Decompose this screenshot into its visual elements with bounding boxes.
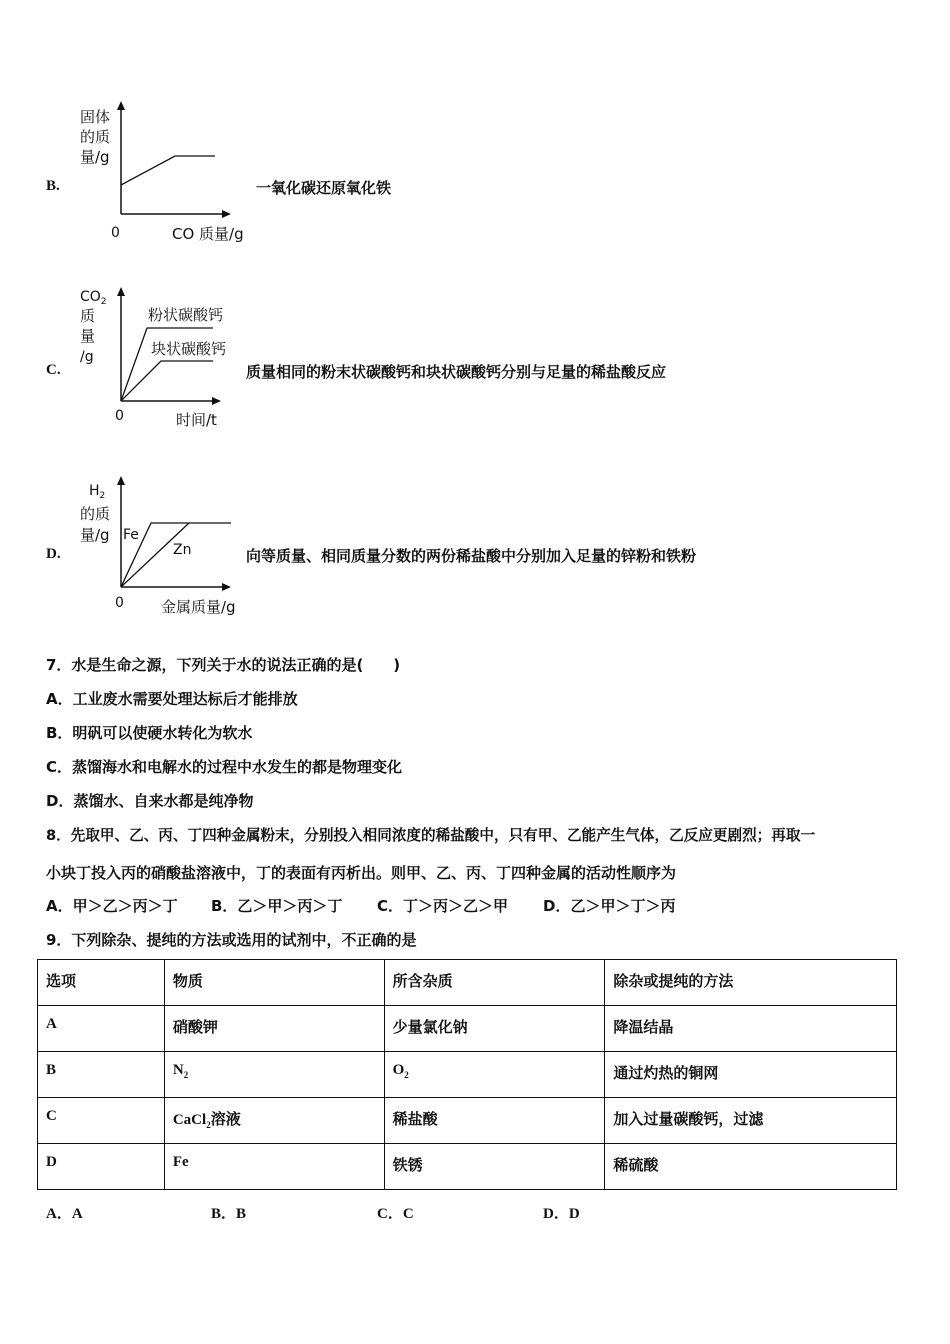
option-c-letter: C. xyxy=(46,362,61,378)
q8-option-d: D．乙＞甲＞丁＞丙 xyxy=(543,897,676,915)
option-d-xlabel: 金属质量/g xyxy=(161,598,236,616)
row-b-substance: $N_2$ xyxy=(164,1052,384,1098)
q7-option-b: B．明矾可以使硬水转化为软水 xyxy=(46,724,253,742)
row-b-impurity: $O_2$ xyxy=(384,1052,605,1098)
table-row xyxy=(38,1052,897,1098)
row-d-method: 稀硫酸 xyxy=(605,1144,897,1190)
svg-text:CO2 xyxy=(80,289,107,307)
header-impurity: 所含杂质 xyxy=(384,960,605,1006)
q7-option-a: A．工业废水需要处理达标后才能排放 xyxy=(46,690,298,708)
q9-answer-b: B．B xyxy=(211,1206,247,1222)
row-c-impurity: 稀盐酸 xyxy=(384,1098,605,1144)
option-c-xlabel: 时间/t xyxy=(176,411,217,429)
option-b-ylabel-2: 的质 xyxy=(80,128,111,146)
option-c-ylabel-sub: 2 xyxy=(100,297,107,307)
row-a-method: 降温结晶 xyxy=(605,1006,897,1052)
option-c-ylabel-top: CO xyxy=(80,289,101,305)
option-d-ylabel-1: 的质 xyxy=(80,505,111,523)
option-b-description: 一氧化碳还原氧化铁 xyxy=(256,179,392,197)
option-d-description: 向等质量、相同质量分数的两份稀盐酸中分别加入足量的锌粉和铁粉 xyxy=(246,547,697,565)
option-c-curve-powder xyxy=(121,328,213,401)
table-row xyxy=(38,1144,897,1190)
option-d-graph xyxy=(75,473,255,621)
q8-option-b: B．乙＞甲＞丙＞丁 xyxy=(211,897,343,915)
option-d-ylabel-sub: 2 xyxy=(99,491,106,501)
row-c-option: C xyxy=(38,1098,165,1144)
row-a-impurity: 少量氯化钠 xyxy=(384,1006,605,1052)
row-b-method: 通过灼热的铜网 xyxy=(605,1052,897,1098)
row-b-option: B xyxy=(38,1052,165,1098)
q8-option-a: A．甲＞乙＞丙＞丁 xyxy=(46,897,178,915)
option-c-origin: 0 xyxy=(115,408,124,424)
option-c-description: 质量相同的粉末状碳酸钙和块状碳酸钙分别与足量的稀盐酸反应 xyxy=(246,363,667,381)
row-d-impurity: 铁锈 xyxy=(384,1144,605,1190)
row-a-substance: 硝酸钾 xyxy=(164,1006,384,1052)
row-c-method: 加入过量碳酸钙，过滤 xyxy=(605,1098,897,1144)
option-c-ylabel-1: 质 xyxy=(80,307,96,325)
option-c-curve-block xyxy=(121,361,213,401)
option-d-origin: 0 xyxy=(115,595,124,611)
option-c-ylabel-2: 量 xyxy=(80,327,96,345)
option-b-letter: B. xyxy=(46,178,60,194)
option-b-curve xyxy=(121,156,215,185)
q7-option-c: C．蒸馏海水和电解水的过程中水发生的都是物理变化 xyxy=(46,758,403,776)
row-d-substance: Fe xyxy=(164,1144,384,1190)
option-c-ylabel-3: /g xyxy=(80,349,94,365)
row-c-substance: CaCl$_2$溶液 xyxy=(164,1098,384,1144)
option-d-letter: D. xyxy=(46,546,61,562)
q7-option-d: D．蒸馏水、自来水都是纯净物 xyxy=(46,792,254,810)
table-row xyxy=(38,1098,897,1144)
option-b-ylabel-1: 固体 xyxy=(80,108,111,126)
q9-answer-a: A．A xyxy=(46,1206,83,1222)
header-option: 选项 xyxy=(38,960,165,1006)
option-b-ylabel-3: 量/g xyxy=(80,148,110,166)
table-row xyxy=(38,1006,897,1052)
q9-answer-d: D．D xyxy=(543,1206,580,1222)
option-b-xlabel: CO 质量/g xyxy=(172,225,244,243)
q9-answer-c: C．C xyxy=(377,1206,414,1222)
q9-table xyxy=(37,959,897,1190)
q7-stem: 7．水是生命之源，下列关于水的说法正确的是( ) xyxy=(46,656,401,674)
option-b-graph xyxy=(75,100,265,245)
header-method: 除杂或提纯的方法 xyxy=(605,960,897,1006)
row-d-option: D xyxy=(38,1144,165,1190)
q8-option-c: C．丁＞丙＞乙＞甲 xyxy=(377,897,509,915)
q8-stem-line1: 8．先取甲、乙、丙、丁四种金属粉末，分别投入相同浓度的稀盐酸中，只有甲、乙能产生气体，乙反应更剧烈；再取一 xyxy=(46,827,816,844)
table-header-row xyxy=(38,960,897,1006)
option-d-line2-label: Zn xyxy=(173,542,192,558)
option-d-ylabel-2: 量/g xyxy=(80,526,110,544)
q9-stem: 9．下列除杂、提纯的方法或选用的试剂中，不正确的是 xyxy=(46,931,417,949)
option-d-line1-label: Fe xyxy=(123,527,139,543)
svg-text:H2 xyxy=(89,483,105,501)
header-substance: 物质 xyxy=(164,960,384,1006)
option-c-line2-label: 块状碳酸钙 xyxy=(151,340,227,358)
option-b-origin: 0 xyxy=(111,225,120,241)
option-c-line1-label: 粉状碳酸钙 xyxy=(148,306,224,324)
q8-stem-line2: 小块丁投入丙的硝酸盐溶液中，丁的表面有丙析出。则甲、乙、丙、丁四种金属的活动性顺序为 xyxy=(46,864,677,882)
option-c-graph xyxy=(75,283,250,433)
row-a-option: A xyxy=(38,1006,165,1052)
option-d-ylabel-top: H xyxy=(89,483,100,499)
